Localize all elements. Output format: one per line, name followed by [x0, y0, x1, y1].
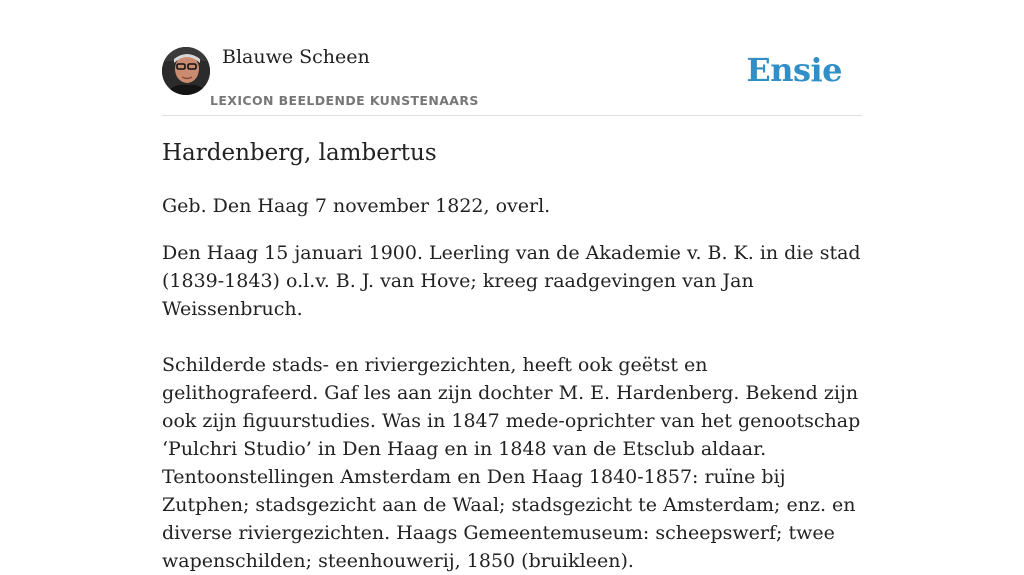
page-title: Hardenberg, lambertus: [162, 140, 437, 166]
author-avatar[interactable]: [162, 47, 210, 95]
header-divider: [162, 115, 862, 116]
avatar-photo: [162, 47, 210, 95]
collection-label[interactable]: LEXICON BEELDENDE KUNSTENAARS: [210, 93, 479, 108]
article-paragraph-education: Den Haag 15 januari 1900. Leerling van de Akademie v. B. K. in die stad (1839-1843) o.l.v. B. J. van Hove; kreeg raadgevingen van Jan Weissenbruch.: [162, 242, 861, 320]
author-name[interactable]: Blauwe Scheen: [222, 46, 370, 68]
article-paragraph-birth: Geb. Den Haag 7 november 1822, overl.: [162, 195, 551, 217]
ensie-logo[interactable]: Ensie: [746, 51, 842, 89]
article-paragraph-work: Schilderde stads- en riviergezichten, heeft ook geëtst en gelithografeerd. Gaf les aan zijn dochter M. E. Hardenberg. Bekend zijn ook zijn figuurstudies. Was in 1847 mede-oprichter van het genootschap ‘Pulchri Studio’ in Den Haag en in 1848 van de Etsclub aldaar. Tentoonstellingen Amsterdam en Den Haag 1840-1857: ruïne bij Zutphen; stadsgezicht aan de Waal; stadsgezicht te Amsterdam; enz. en diverse riviergezichten. Haags Gemeentemuseum: scheepswerf; twee wapenschilden; steenhouwerij, 1850 (bruikleen).: [162, 354, 861, 572]
article-body: [162, 192, 862, 575]
